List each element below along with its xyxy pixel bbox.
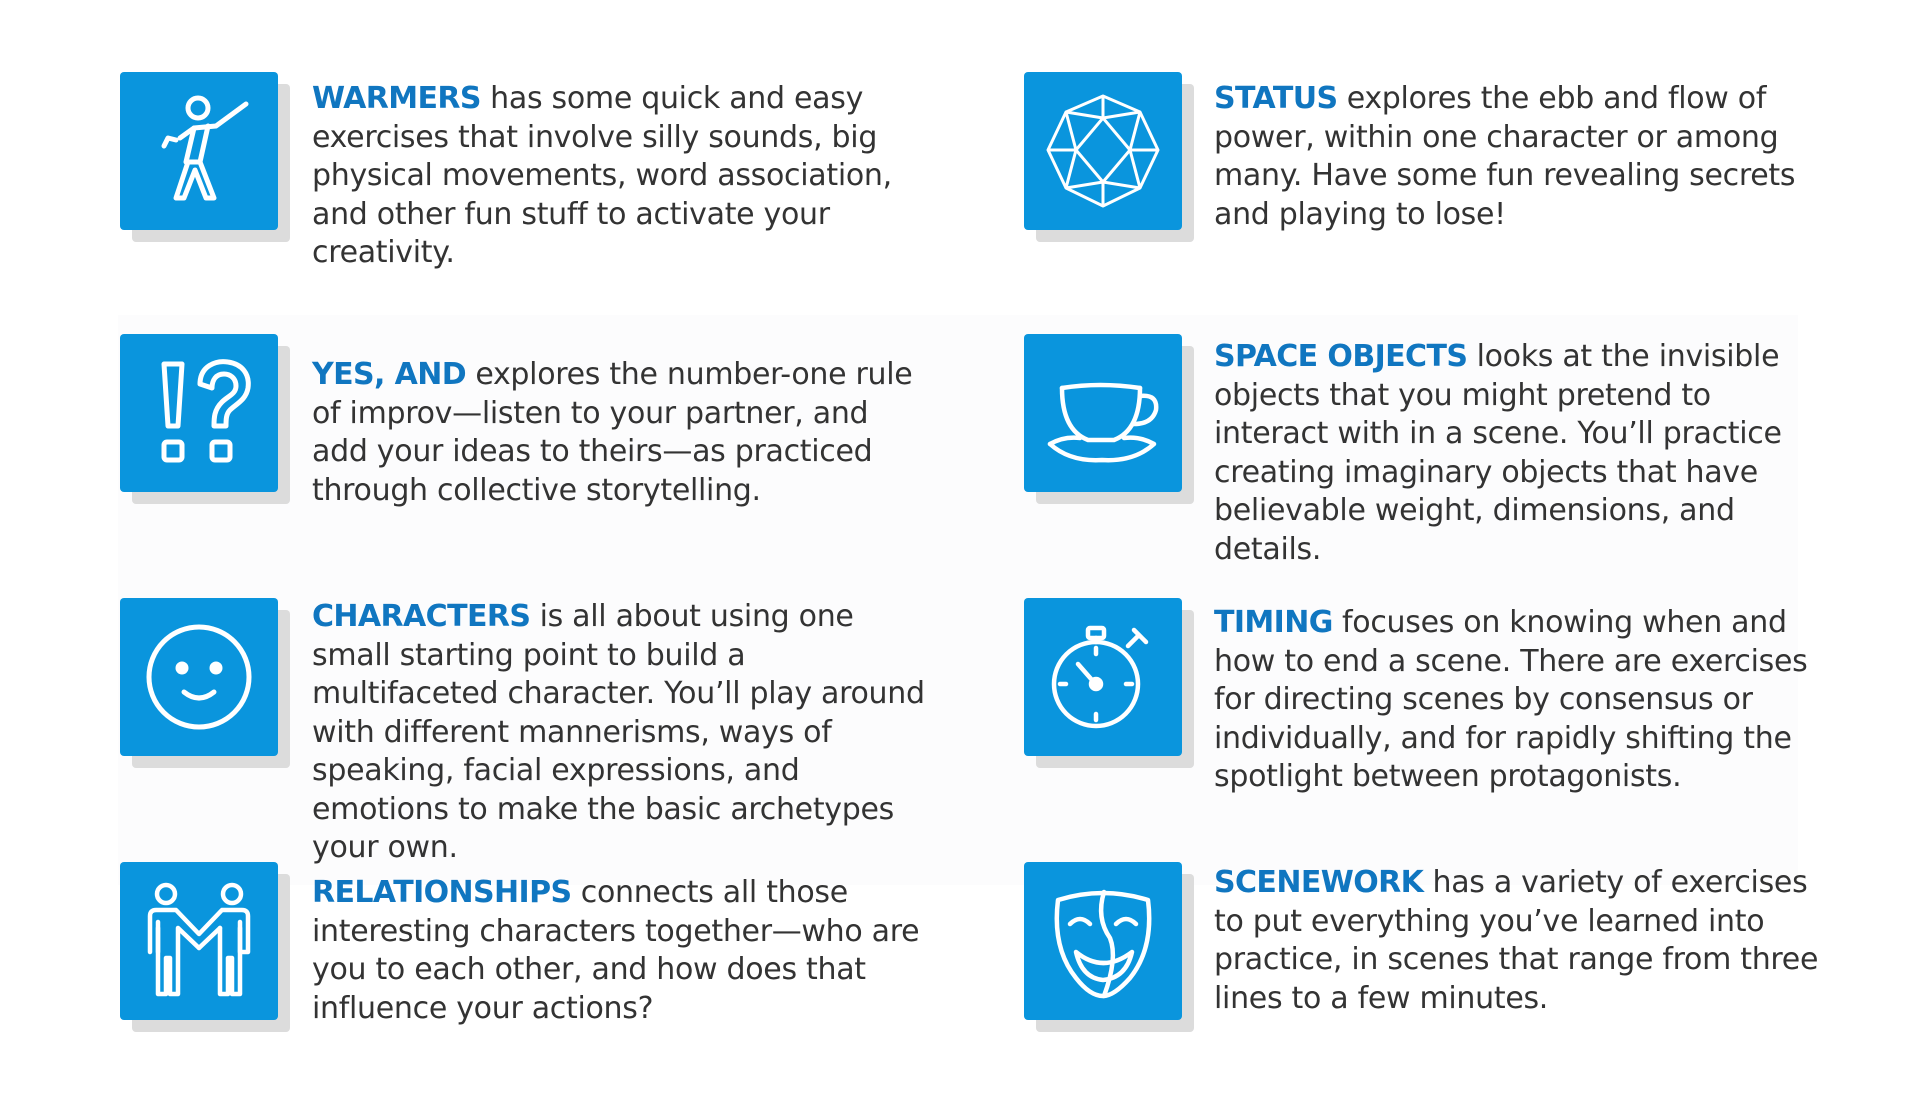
scenework-text: has a variety of exercises to put everything you’ve learned into practice, in scenes that range from three lines to a few minutes. bbox=[1214, 865, 1819, 1016]
status-tile bbox=[1024, 72, 1182, 230]
yes-and-description bbox=[312, 356, 932, 510]
relationships-description bbox=[312, 874, 932, 1028]
scenework-tile bbox=[1024, 862, 1182, 1020]
timing-keyword: TIMING bbox=[1214, 605, 1333, 640]
list-item-scenework bbox=[1024, 862, 1920, 1102]
list-item-timing bbox=[1024, 598, 1920, 838]
relationships-keyword: RELATIONSHIPS bbox=[312, 875, 572, 910]
polyhedron-icon bbox=[1040, 88, 1166, 214]
characters-text: is all about using one small starting point to build a multifaceted character. You’ll play around with different mannerisms, ways of speaking, facial expressions, and emotions to make the basic archetypes your own. bbox=[312, 599, 925, 865]
warmers-keyword: WARMERS bbox=[312, 81, 481, 116]
status-text: explores the ebb and flow of power, within one character or among many. Have some fun revealing secrets and playing to lose! bbox=[1214, 81, 1796, 232]
timing-tile bbox=[1024, 598, 1182, 756]
list-item-yes-and bbox=[120, 334, 1040, 574]
yes-and-tile bbox=[120, 334, 278, 492]
list-item-warmers bbox=[120, 72, 1040, 312]
space-objects-tile bbox=[1024, 334, 1182, 492]
space-objects-text: looks at the invisible objects that you might pretend to interact with in a scene. You’ll practice creating imaginary objects that have believable weight, dimensions, and details. bbox=[1214, 339, 1782, 567]
people-holding-hands-icon bbox=[136, 878, 262, 1004]
smiley-face-icon bbox=[136, 614, 262, 740]
scenework-description bbox=[1214, 864, 1834, 1018]
relationships-text: connects all those interesting characters together—who are you to each other, and how does that influence your actions? bbox=[312, 875, 920, 1026]
teacup-icon bbox=[1040, 350, 1166, 476]
status-keyword: STATUS bbox=[1214, 81, 1338, 116]
warmers-description bbox=[312, 80, 932, 273]
question-exclamation-icon bbox=[136, 350, 262, 476]
characters-tile bbox=[120, 598, 278, 756]
list-item-space-objects bbox=[1024, 334, 1920, 574]
yes-and-keyword: YES, AND bbox=[312, 357, 467, 392]
stopwatch-icon bbox=[1040, 614, 1166, 740]
yes-and-text: explores the number-one rule of improv—listen to your partner, and add your ideas to theirs—as practiced through collective storytelling. bbox=[312, 357, 913, 508]
timing-description bbox=[1214, 604, 1834, 797]
timing-text: focuses on knowing when and how to end a scene. There are exercises for directing scenes by consensus or individually, and for rapidly shifting the spotlight between protagonists. bbox=[1214, 605, 1808, 794]
relationships-tile bbox=[120, 862, 278, 1020]
space-objects-keyword: SPACE OBJECTS bbox=[1214, 339, 1468, 374]
theater-mask-icon bbox=[1040, 878, 1166, 1004]
scenework-keyword: SCENEWORK bbox=[1214, 865, 1424, 900]
dancing-person-icon bbox=[136, 88, 262, 214]
warmers-text: has some quick and easy exercises that involve silly sounds, big physical movements, word association, and other fun stuff to activate your creativity. bbox=[312, 81, 892, 270]
list-item-characters bbox=[120, 598, 1040, 865]
space-objects-description bbox=[1214, 338, 1834, 569]
characters-keyword: CHARACTERS bbox=[312, 599, 531, 634]
characters-description bbox=[312, 598, 932, 868]
warmers-tile bbox=[120, 72, 278, 230]
list-item-relationships bbox=[120, 862, 1040, 1102]
status-description bbox=[1214, 80, 1834, 234]
list-item-status bbox=[1024, 72, 1920, 312]
